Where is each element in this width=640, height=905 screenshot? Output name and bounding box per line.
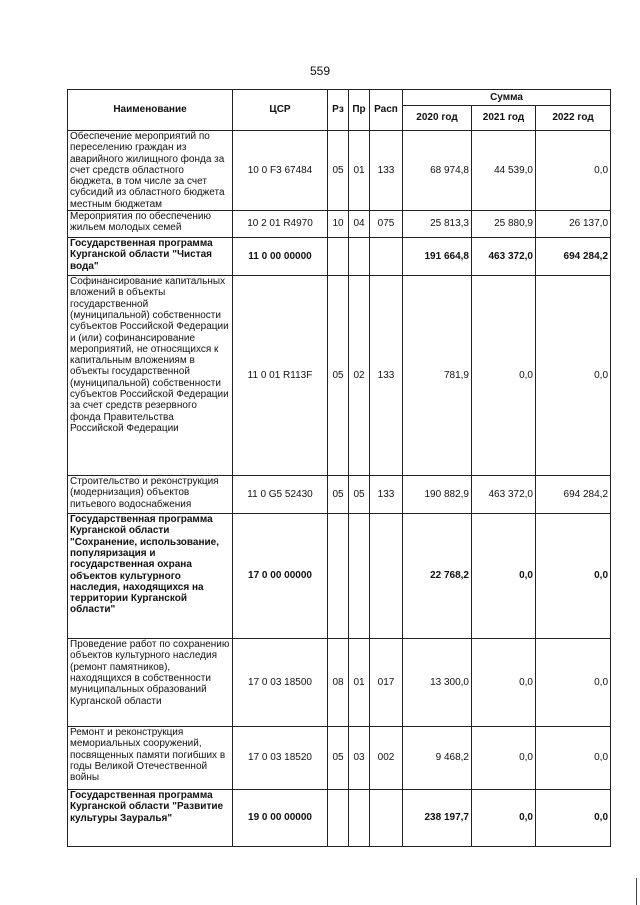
row-sum-2022: 0,0 bbox=[536, 131, 611, 211]
row-csr: 17 0 00 00000 bbox=[233, 514, 328, 639]
header-year-2021: 2021 год bbox=[472, 106, 536, 131]
row-sum-2022: 0,0 bbox=[536, 639, 611, 727]
row-sum-2020: 13 300,0 bbox=[403, 639, 472, 727]
table-row bbox=[68, 131, 611, 211]
row-pr: 04 bbox=[349, 211, 370, 238]
row-sum-2021: 25 880,9 bbox=[472, 211, 536, 238]
row-rz: 08 bbox=[328, 639, 349, 727]
row-sum-2020: 190 882,9 bbox=[403, 476, 472, 514]
row-sum-2021: 0,0 bbox=[472, 276, 536, 476]
row-name: Строительство и реконструкция (модернизация) объектов питьевого водоснабжения bbox=[68, 476, 233, 514]
row-csr: 10 2 01 R4970 bbox=[233, 211, 328, 238]
table-row bbox=[68, 727, 611, 790]
row-rasp: 002 bbox=[370, 727, 403, 790]
row-sum-2021: 463 372,0 bbox=[472, 476, 536, 514]
row-rz: 05 bbox=[328, 727, 349, 790]
row-rasp: 075 bbox=[370, 211, 403, 238]
row-csr: 11 0 G5 52430 bbox=[233, 476, 328, 514]
row-csr: 19 0 00 00000 bbox=[233, 790, 328, 847]
row-pr: 02 bbox=[349, 276, 370, 476]
row-csr: 11 0 00 00000 bbox=[233, 238, 328, 276]
row-pr: 05 bbox=[349, 476, 370, 514]
row-sum-2020: 25 813,3 bbox=[403, 211, 472, 238]
row-csr: 10 0 F3 67484 bbox=[233, 131, 328, 211]
row-pr bbox=[349, 514, 370, 639]
row-sum-2022: 0,0 bbox=[536, 514, 611, 639]
row-rz: 05 bbox=[328, 276, 349, 476]
header-sum: Сумма bbox=[403, 90, 611, 106]
row-name: Обеспечение мероприятий по переселению граждан из аварийного жилищного фонда за счет средств областного бюджета, в том числе за счет субсидий из областного бюджета местным бюджетам bbox=[68, 131, 233, 211]
header-rz: Рз bbox=[328, 90, 349, 131]
row-name: Ремонт и реконструкция мемориальных сооружений, посвященных памяти погибших в годы Великой Отечественной войны bbox=[68, 727, 233, 790]
header-csr: ЦСР bbox=[233, 90, 328, 131]
row-name: Мероприятия по обеспечению жильем молодых семей bbox=[68, 211, 233, 238]
header-pr: Пр bbox=[349, 90, 370, 131]
row-sum-2022: 0,0 bbox=[536, 276, 611, 476]
row-csr: 17 0 03 18520 bbox=[233, 727, 328, 790]
table-row bbox=[68, 276, 611, 476]
header-name: Наименование bbox=[68, 90, 233, 131]
row-pr: 01 bbox=[349, 131, 370, 211]
row-rasp bbox=[370, 790, 403, 847]
row-sum-2021: 0,0 bbox=[472, 514, 536, 639]
row-rz: 05 bbox=[328, 131, 349, 211]
scan-edge-mark bbox=[636, 878, 637, 905]
row-sum-2022: 0,0 bbox=[536, 790, 611, 847]
row-rz: 10 bbox=[328, 211, 349, 238]
row-sum-2020: 9 468,2 bbox=[403, 727, 472, 790]
row-sum-2021: 0,0 bbox=[472, 727, 536, 790]
row-rasp bbox=[370, 514, 403, 639]
row-sum-2020: 238 197,7 bbox=[403, 790, 472, 847]
row-sum-2020: 781,9 bbox=[403, 276, 472, 476]
row-rz bbox=[328, 238, 349, 276]
row-sum-2021: 0,0 bbox=[472, 790, 536, 847]
row-sum-2021: 463 372,0 bbox=[472, 238, 536, 276]
row-pr: 01 bbox=[349, 639, 370, 727]
row-sum-2020: 191 664,8 bbox=[403, 238, 472, 276]
row-rasp: 133 bbox=[370, 276, 403, 476]
row-name: Проведение работ по сохранению объектов культурного наследия (ремонт памятников), находящихся в собственности муниципальных образований Курганской области bbox=[68, 639, 233, 727]
header-year-2022: 2022 год bbox=[536, 106, 611, 131]
table-row bbox=[68, 476, 611, 514]
row-sum-2022: 26 137,0 bbox=[536, 211, 611, 238]
budget-table bbox=[67, 89, 611, 847]
row-rasp bbox=[370, 238, 403, 276]
row-pr bbox=[349, 238, 370, 276]
row-rasp: 133 bbox=[370, 131, 403, 211]
row-rz bbox=[328, 790, 349, 847]
row-sum-2021: 44 539,0 bbox=[472, 131, 536, 211]
row-sum-2022: 0,0 bbox=[536, 727, 611, 790]
page-number: 559 bbox=[309, 64, 331, 78]
row-sum-2021: 0,0 bbox=[472, 639, 536, 727]
row-sum-2020: 22 768,2 bbox=[403, 514, 472, 639]
row-name: Государственная программа Курганской области "Сохранение, использование, популяризация и государственная охрана объектов культурного наследия, находящихся на территории Курганской области" bbox=[68, 514, 233, 639]
table-row bbox=[68, 211, 611, 238]
table-row bbox=[68, 790, 611, 847]
table-row bbox=[68, 514, 611, 639]
row-csr: 17 0 03 18500 bbox=[233, 639, 328, 727]
row-rz bbox=[328, 514, 349, 639]
row-rz: 05 bbox=[328, 476, 349, 514]
row-pr bbox=[349, 790, 370, 847]
table-row bbox=[68, 238, 611, 276]
row-name: Государственная программа Курганской области "Чистая вода" bbox=[68, 238, 233, 276]
row-sum-2022: 694 284,2 bbox=[536, 238, 611, 276]
header-rasp: Расп bbox=[370, 90, 403, 131]
row-name: Софинансирование капитальных вложений в объекты государственной (муниципальной) собственности субъектов Российской Федерации и (или) софинансирование мероприятий, не относящихся к капитальным вложениям в объекты государственной (муниципальной) собственности субъектов Российской Федерации за счет средств резервного фонда Правительства Российской Федерации bbox=[68, 276, 233, 476]
row-csr: 11 0 01 R113F bbox=[233, 276, 328, 476]
row-pr: 03 bbox=[349, 727, 370, 790]
table-row bbox=[68, 639, 611, 727]
row-name: Государственная программа Курганской области "Развитие культуры Зауралья" bbox=[68, 790, 233, 847]
row-sum-2022: 694 284,2 bbox=[536, 476, 611, 514]
row-sum-2020: 68 974,8 bbox=[403, 131, 472, 211]
row-rasp: 017 bbox=[370, 639, 403, 727]
header-year-2020: 2020 год bbox=[403, 106, 472, 131]
row-rasp: 133 bbox=[370, 476, 403, 514]
